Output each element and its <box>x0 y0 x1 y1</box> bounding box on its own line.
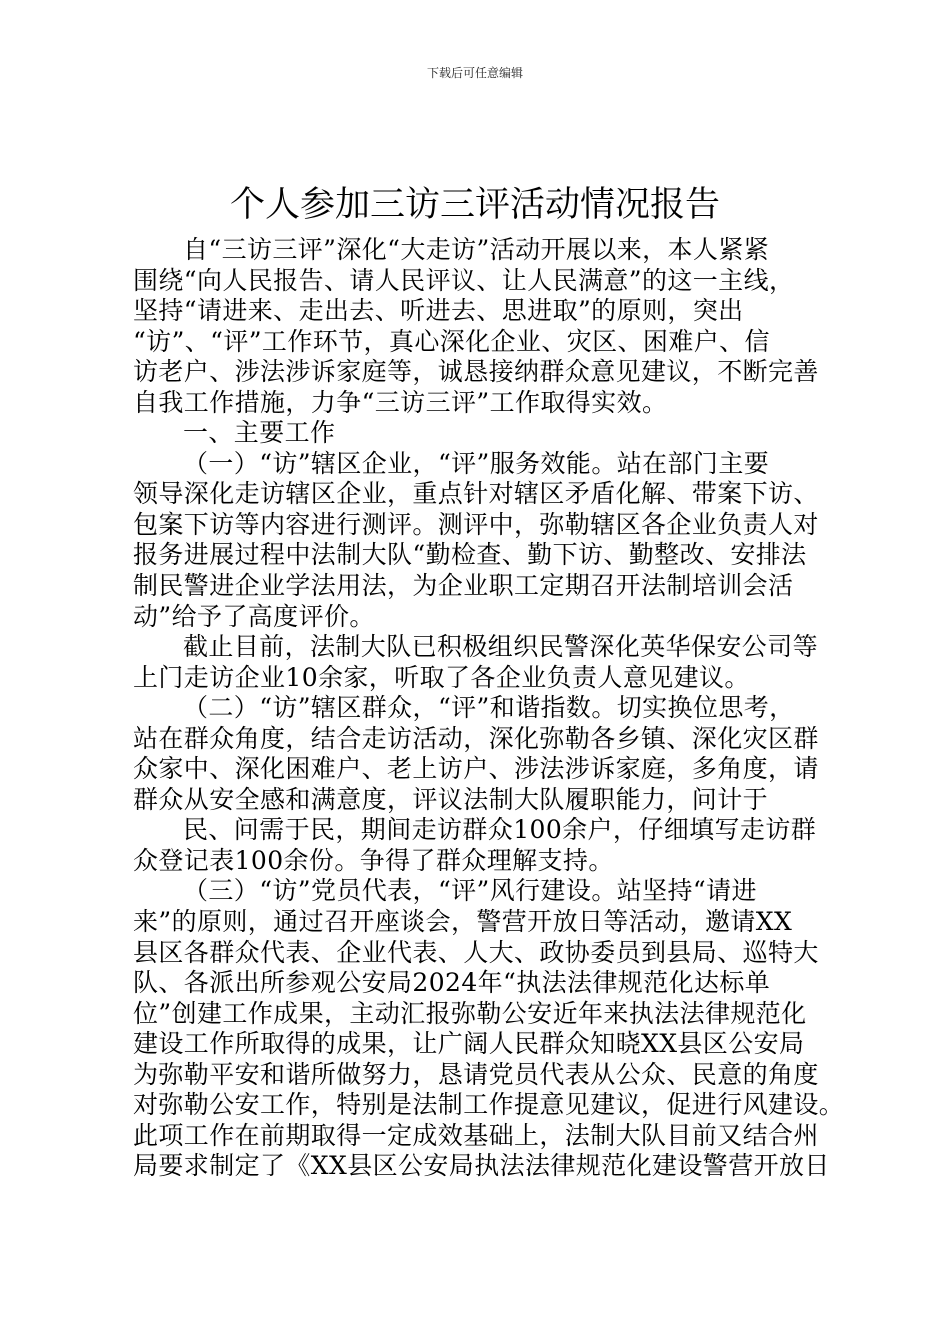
text-line: 县区各群众代表、企业代表、人大、政协委员到县局、巡特大 <box>133 937 819 967</box>
paragraph-item-3 <box>133 876 853 1181</box>
paragraph-item-1 <box>133 449 853 632</box>
text-line: 站在群众角度，结合走访活动，深化弥勒各乡镇、深化灾区群 <box>133 723 819 753</box>
section-heading <box>133 418 853 449</box>
text-line: 位”创建工作成果，主动汇报弥勒公安近年来执法法律规范化 <box>133 998 807 1028</box>
text-line: 坚持“请进来、走出去、听进去、思进取”的原则，突出 <box>133 296 744 326</box>
text-line: 群众从安全感和满意度，评议法制大队履职能力，问计于 <box>133 784 769 814</box>
paragraph-intro <box>133 235 853 418</box>
text-line: 制民警进企业学法用法，为企业职工定期召开法制培训会活 <box>133 571 794 601</box>
text-line: 领导深化走访辖区企业，重点针对辖区矛盾化解、带案下访、 <box>133 479 819 509</box>
header-note: 下载后可任意编辑 <box>426 66 523 80</box>
text-line: 此项工作在前期取得一定成效基础上，法制大队目前又结合州 <box>133 1120 819 1150</box>
text-line: （二）“访”辖区群众，“评”和谐指数。切实换位思考， <box>183 693 795 723</box>
document-title: 个人参加三访三评活动情况报告 <box>229 185 720 225</box>
text-line: 围绕“向人民报告、请人民评议、让人民满意”的这一主线， <box>133 265 795 295</box>
text-line: （一）“访”辖区企业，“评”服务效能。站在部门主要 <box>183 448 770 478</box>
text-line: 局要求制定了《XX县区公安局执法法律规范化建设警营开放日 <box>133 1151 830 1181</box>
paragraph-item-2 <box>133 693 853 815</box>
paragraph-item-1-result <box>133 632 853 693</box>
text-line: 包案下访等内容进行测评。测评中，弥勒辖区各企业负责人对 <box>133 509 819 539</box>
text-line: 为弥勒平安和谐所做努力，恳请党员代表从公众、民意的角度 <box>133 1059 819 1089</box>
text-line: 众家中、深化困难户、老上访户、涉法涉诉家庭，多角度，请 <box>133 754 819 784</box>
text-line: 报务进展过程中法制大队“勤检查、勤下访、勤整改、安排法 <box>133 540 807 570</box>
text-line: 自我工作措施，力争“三访三评”工作取得实效。 <box>133 387 668 417</box>
text-line: 队、各派出所参观公安局2024年“执法法律规范化达标单 <box>133 968 771 998</box>
text-line: 访老户、涉法涉诉家庭等，诚恳接纳群众意见建议，不断完善 <box>133 357 819 387</box>
text-line: 民、问需于民，期间走访群众100余户，仔细填写走访群 <box>183 815 817 845</box>
text-line: 来”的原则，通过召开座谈会，警营开放日等活动，邀请XX <box>133 907 793 937</box>
text-line: “访”、“评”工作环节，真心深化企业、灾区、困难户、信 <box>133 326 770 356</box>
section-heading-text: 一、主要工作 <box>183 418 336 448</box>
text-line: 对弥勒公安工作，特别是法制工作提意见建议，促进行风建设。 <box>133 1090 845 1120</box>
text-line: 上门走访企业10余家，听取了各企业负责人意见建议。 <box>133 662 750 692</box>
text-line: 截止目前，法制大队已积极组织民警深化英华保安公司等 <box>183 632 819 662</box>
text-line: 动”给予了高度评价。 <box>133 601 375 631</box>
text-line: 众登记表100余份。争得了群众理解支持。 <box>133 845 614 875</box>
text-line: 建设工作所取得的成果，让广阔人民群众知晓XX县区公安局 <box>133 1029 805 1059</box>
paragraph-item-2-cont <box>133 815 853 876</box>
document-body <box>133 235 853 1182</box>
text-line: （三）“访”党员代表，“评”风行建设。站坚持“请进 <box>183 876 757 906</box>
text-line: 自“三访三评”深化“大走访”活动开展以来，本人紧紧 <box>183 235 770 264</box>
